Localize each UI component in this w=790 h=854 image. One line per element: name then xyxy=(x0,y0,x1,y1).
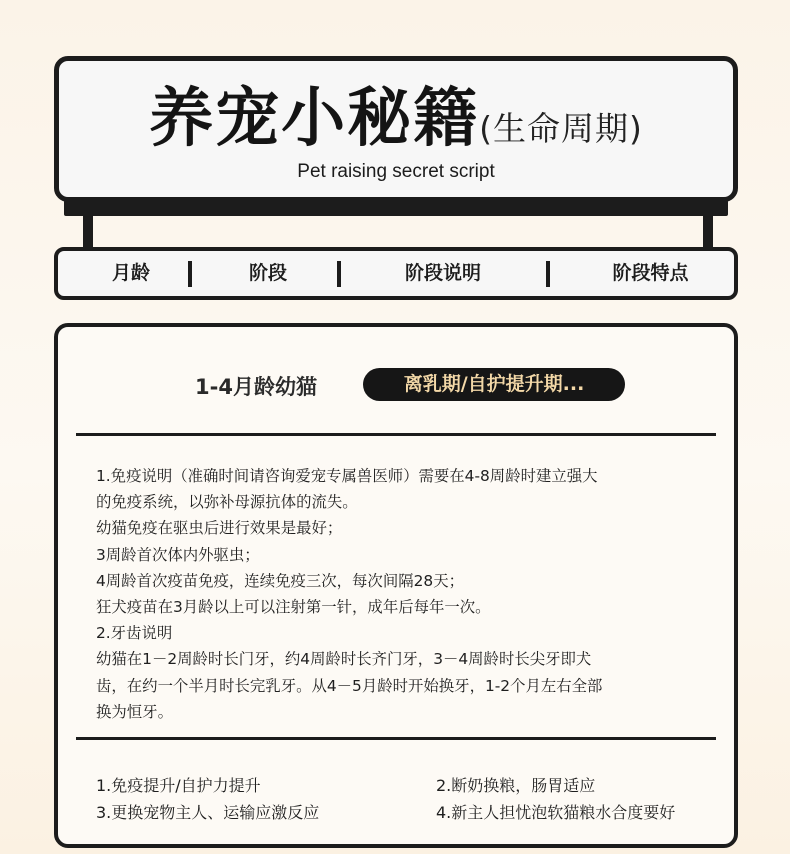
feature-item: 1.免疫提升/自护力提升 xyxy=(96,776,261,795)
header-sign xyxy=(54,56,738,202)
feature-item: 4.新主人担忧泡软猫粮水合度要好 xyxy=(436,803,676,822)
column-age: 月龄 xyxy=(111,262,150,284)
column-stage-features: 阶段特点 xyxy=(612,262,689,284)
title-suffix: (生命周期) xyxy=(479,109,643,148)
stage-card xyxy=(54,323,738,848)
page-title xyxy=(59,83,733,171)
description-line: 狂犬疫苗在3月龄以上可以注射第一针，成年后每年一次。 xyxy=(96,598,491,617)
column-header-bar xyxy=(54,247,738,300)
column-stage: 阶段 xyxy=(248,262,287,284)
sign-leg-left xyxy=(83,212,93,248)
description-line: 齿，在约一个半月时长完乳牙。从4－5月龄时开始换牙，1-2个月左右全部 xyxy=(96,676,603,695)
divider xyxy=(76,737,716,740)
description-line: 1.免疫说明（准确时间请咨询爱宠专属兽医师）需要在4-8周龄时建立强大 xyxy=(96,467,598,485)
sign-leg-right xyxy=(703,212,713,248)
description-line: 幼猫在1－2周龄时长门牙，约4周龄时长齐门牙，3－4周龄时长尖牙即犬 xyxy=(96,650,592,669)
column-divider xyxy=(546,261,550,287)
column-divider xyxy=(188,261,192,287)
divider xyxy=(76,433,716,436)
column-stage-desc: 阶段说明 xyxy=(404,262,481,284)
feature-item: 2.断奶换粮，肠胃适应 xyxy=(436,776,596,795)
description-line: 的免疫系统，以弥补母源抗体的流失。 xyxy=(96,493,358,512)
description-line: 4周龄首次疫苗免疫，连续免疫三次，每次间隔28天； xyxy=(96,571,464,590)
stage-badge: 离乳期/自护提升期... xyxy=(363,368,625,401)
description-line: 幼猫免疫在驱虫后进行效果是最好； xyxy=(96,519,343,538)
description-line: 3周龄首次体内外驱虫； xyxy=(96,545,260,564)
description-line: 2.牙齿说明 xyxy=(96,624,173,643)
stage-description xyxy=(96,463,716,725)
feature-item: 3.更换宠物主人、运输应激反应 xyxy=(96,803,320,822)
column-divider xyxy=(337,261,341,287)
sign-base-bar xyxy=(64,200,728,216)
description-line: 换为恒牙。 xyxy=(96,702,173,721)
age-label: 1-4月龄幼猫 xyxy=(195,375,317,399)
title-main: 养宠小秘籍 xyxy=(149,82,480,156)
page-subtitle: Pet raising secret script xyxy=(297,161,495,182)
